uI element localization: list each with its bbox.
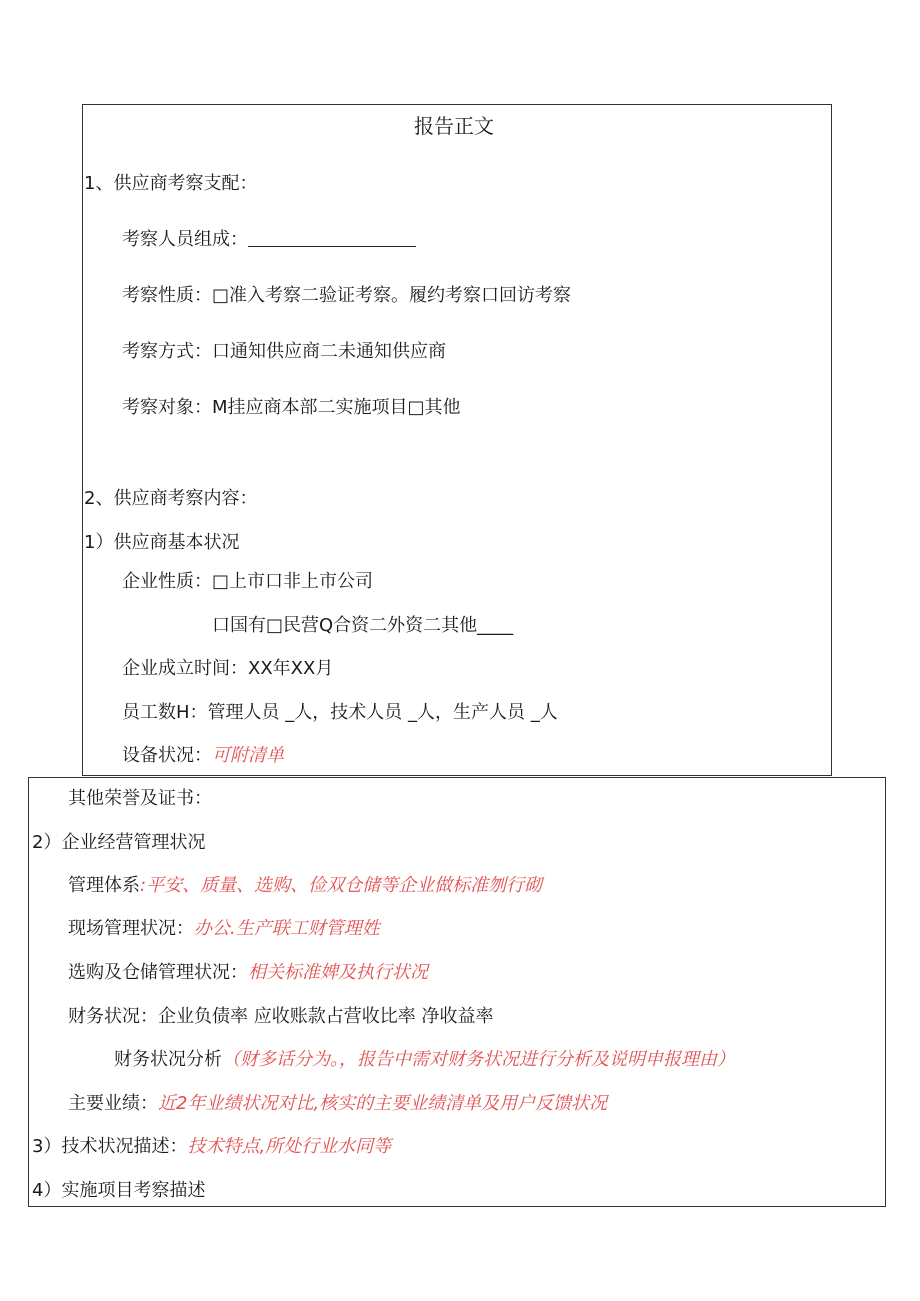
subsection-project-inspection: 4）实施项目考察描述 [32,1180,206,1201]
management-system-note: :平安、质量、选购、俭双仓储等企业做标准刎行砌 [140,875,543,896]
inspection-object-line: 考察对象：M挂应商本部二实施项目□其他 [122,397,461,418]
purchase-storage-note: 相关标准婢及执行状况 [248,962,428,983]
finance-analysis-line [114,1048,735,1072]
report-title: 报告正文 [414,114,494,138]
inspection-method-line: 考察方式：口通知供应商二未通知供应商 [122,341,446,362]
founded-line: 企业成立时间：XX年XX月 [122,658,334,679]
equipment-label: 设备状况： [122,745,212,766]
finance-line: 财务状况：企业负债率 应收账款占营收比率 净收益率 [68,1006,494,1027]
performance-line [68,1092,607,1116]
inspection-nature-line: 考察性质：□准入考察二验证考察。履约考察口回访考察 [122,285,572,306]
technical-line [32,1135,391,1159]
technical-label: 3）技术状况描述： [32,1136,188,1157]
section2-heading: 2、供应商考察内容： [84,488,258,509]
subsection-management: 2）企业经营管理状况 [32,832,206,853]
inspectors-blank [248,228,416,247]
management-system-label: 管理体系 [68,875,140,896]
site-management-note: 办公.生产联工财管理姓 [194,918,380,939]
finance-analysis-note: （财多话分为。，报告中需对财务状况进行分析及说明申报理由） [222,1049,735,1070]
management-system-line [68,874,542,898]
finance-analysis-label: 财务状况分析 [114,1049,222,1070]
performance-note: 近2年业绩状况对比,核实的主要业绩清单及用户反馈状况 [158,1093,608,1114]
section1-heading: 1、供应商考察支配： [84,173,258,194]
inspectors-label: 考察人员组成： [122,229,248,250]
equipment-line [122,744,284,768]
site-management-label: 现场管理状况： [68,918,194,939]
equipment-note: 可附清单 [212,745,284,766]
inspectors-field [122,228,416,252]
enterprise-nature-line: 企业性质：□上市口非上市公司 [122,571,374,592]
purchase-storage-label: 选购及仓储管理状况： [68,962,248,983]
purchase-storage-line [68,961,428,985]
honors-line: 其他荣誉及证书： [68,788,212,809]
ownership-line: 口国有□民营Q合资二外资二其他____ [212,615,514,636]
subsection-basic-status: 1）供应商基本状况 [84,532,240,553]
staff-line: 员工数H：管理人员 _人，技术人员 _人，生产人员 _人 [122,702,558,723]
technical-note: 技术特点,所处行业水同等 [187,1136,392,1157]
site-management-line [68,917,380,941]
performance-label: 主要业绩： [68,1093,158,1114]
